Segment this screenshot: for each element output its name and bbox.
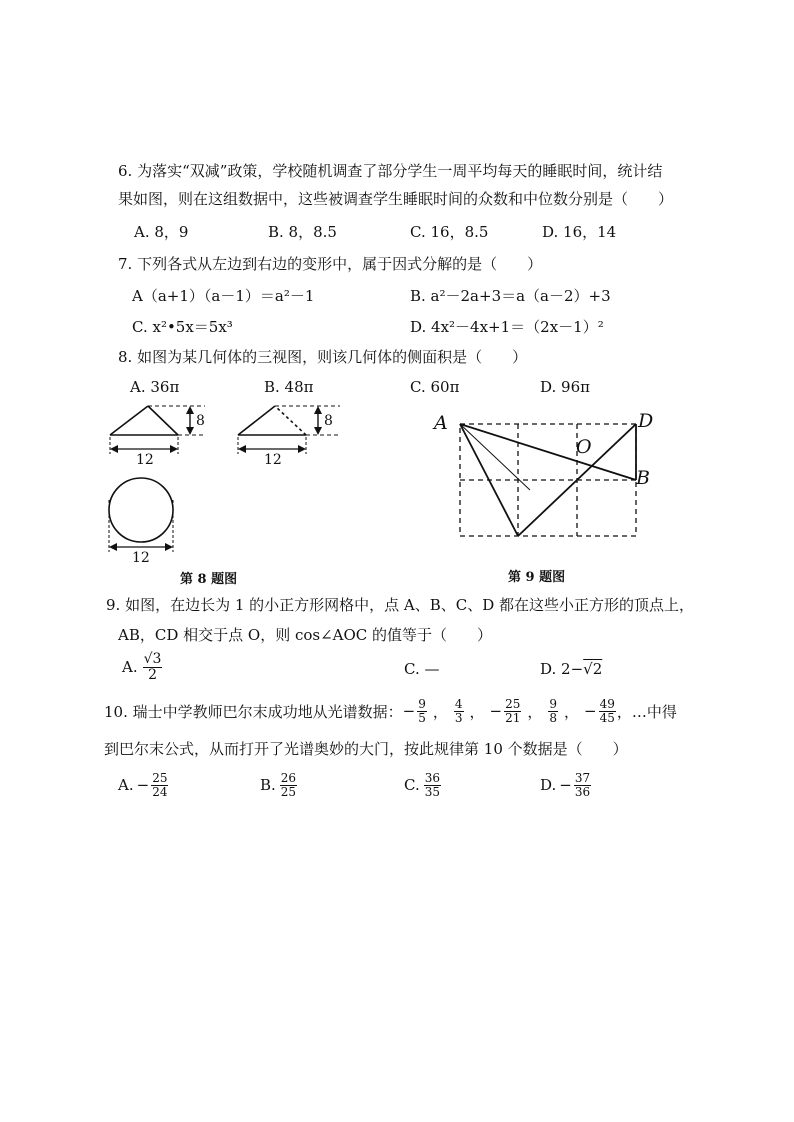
q10-option-term-3 — [559, 772, 592, 798]
q9-line1: 9. 如图，在边长为 1 的小正方形网格中，点 A、B、C、D 都在这些小正方形的顶点上， — [106, 596, 695, 614]
q10-sequence-term-4 — [584, 698, 617, 724]
q10-sequence-term-fraction — [504, 698, 521, 724]
q10-sequence-term-1 — [453, 698, 465, 724]
q10-option-prefix: A. — [118, 776, 134, 795]
q7-stem: 7. 下列各式从左边到右边的变形中，属于因式分解的是（ ） — [118, 255, 543, 273]
q10-option-term-numerator: 26 — [280, 771, 297, 785]
q10-sequence-comma: ， — [527, 702, 543, 721]
q10-option-b — [260, 772, 298, 798]
q10-option-d — [540, 772, 592, 798]
q7-option-a: A（a+1）（a－1）＝a²－1 — [132, 287, 315, 305]
q10-sequence-term-3 — [547, 698, 559, 724]
q10-option-term-fraction — [151, 772, 168, 798]
q9-option-a-numerator: √3 — [143, 651, 162, 667]
q10-sequence-term-sign: − — [402, 702, 416, 721]
q7-option-b: B. a²－2a+3＝a（a－2）+3 — [410, 287, 611, 305]
q10-option-prefix: C. — [404, 776, 420, 795]
q10-line1-suffix: ，…中得 — [616, 702, 677, 721]
q8-option-c: C. 60π — [410, 378, 460, 396]
q10-sequence-term-denominator: 8 — [549, 710, 558, 725]
side-view-width-label: 12 — [264, 452, 282, 468]
q6-option-d: D. 16，14 — [542, 223, 617, 241]
front-view-height-label: 8 — [196, 413, 205, 429]
q10-option-a — [118, 772, 169, 798]
q10-sequence-term-numerator: 25 — [505, 697, 521, 711]
q10-option-term-numerator: 25 — [152, 771, 168, 785]
q10-sequence — [403, 698, 617, 724]
q10-sequence-term-sign: − — [489, 702, 503, 721]
q8-option-a: A. 36π — [130, 378, 180, 396]
q10-option-term-sign: − — [559, 776, 572, 795]
q10-option-c — [404, 772, 442, 798]
point-a-label: A — [434, 412, 448, 434]
q9-option-a-prefix: A. — [122, 658, 138, 677]
q10-option-term-sign: − — [136, 776, 150, 795]
q10-sequence-term-denominator: 21 — [505, 710, 521, 725]
q9-option-d-radical: √2 — [583, 660, 603, 678]
segment-ab — [460, 424, 636, 480]
q10-option-prefix: B. — [260, 776, 276, 795]
q10-option-term-fraction — [424, 772, 441, 798]
q10-option-term-fraction — [574, 772, 591, 798]
q10-line1 — [104, 698, 677, 724]
point-b-label: B — [636, 467, 650, 489]
q10-sequence-term-fraction — [599, 698, 616, 724]
q7-option-c: C. x²•5x＝5x³ — [132, 318, 233, 336]
q10-option-term-denominator: 35 — [424, 784, 440, 799]
q7-option-d: D. 4x²－4x+1＝（2x－1）² — [410, 318, 604, 336]
q10-option-term-0 — [137, 772, 170, 798]
q10-option-term-denominator: 25 — [280, 784, 297, 799]
q10-sequence-term-numerator: 4 — [454, 697, 463, 711]
q10-sequence-term-2 — [490, 698, 523, 724]
q9-option-d — [540, 660, 602, 678]
q10-line1-prefix: 10. 瑞士中学教师巴尔末成功地从光谱数据： — [104, 702, 403, 721]
q10-sequence-term-fraction — [548, 698, 558, 724]
q10-option-prefix: D. — [540, 776, 557, 795]
q10-sequence-term-numerator: 9 — [549, 697, 558, 711]
q10-sequence-term-sign: − — [584, 702, 597, 721]
q10-sequence-term-denominator: 5 — [418, 710, 426, 725]
q10-sequence-comma: ， — [469, 702, 485, 721]
q6-line1: 6. 为落实“双减”政策，学校随机调查了部分学生一周平均每天的睡眠时间，统计结 — [118, 162, 663, 180]
q10-line2: 到巴尔末公式，从而打开了光谱奥妙的大门，按此规律第 10 个数据是（ ） — [104, 740, 628, 758]
q8-stem: 8. 如图为某几何体的三视图，则该几何体的侧面积是（ ） — [118, 348, 528, 366]
point-o-label: O — [576, 436, 592, 458]
q9-option-d-prefix: D. 2− — [540, 660, 584, 678]
q10-sequence-term-fraction — [417, 698, 427, 724]
q10-sequence-comma: ， — [564, 702, 580, 721]
q9-option-a — [122, 652, 163, 682]
top-view-width-label: 12 — [132, 550, 150, 566]
q6-option-c: C. 16，8.5 — [410, 223, 489, 241]
q10-option-term-numerator: 37 — [574, 771, 591, 785]
side-view-height-label: 8 — [324, 413, 333, 429]
q9-option-a-denominator: 2 — [148, 666, 157, 683]
q6-line2: 果如图，则在这组数据中，这些被调查学生睡眠时间的众数和中位数分别是（ ） — [118, 190, 674, 208]
q9-option-c: C. — — [404, 660, 440, 678]
q10-option-term-1 — [279, 772, 298, 798]
q6-option-a: A. 8，9 — [134, 223, 189, 241]
q10-option-term-numerator: 36 — [424, 771, 440, 785]
q6-option-b: B. 8，8.5 — [268, 223, 337, 241]
q10-sequence-term-numerator: 9 — [418, 697, 426, 711]
q10-option-term-2 — [423, 772, 442, 798]
q10-option-term-denominator: 24 — [152, 784, 168, 799]
q10-option-term-denominator: 36 — [574, 784, 591, 799]
q8-option-d: D. 96π — [540, 378, 590, 396]
q10-sequence-term-denominator: 45 — [599, 710, 615, 725]
q10-option-term-fraction — [280, 772, 297, 798]
q10-sequence-comma: ， — [432, 702, 448, 721]
figure-8-caption: 第 8 题图 — [180, 572, 238, 587]
front-view-width-label: 12 — [136, 452, 154, 468]
q10-sequence-term-numerator: 49 — [599, 697, 615, 711]
q10-sequence-term-fraction — [454, 698, 464, 724]
q8-option-b: B. 48π — [264, 378, 314, 396]
figure-9-caption: 第 9 题图 — [508, 570, 566, 585]
q10-sequence-term-denominator: 3 — [454, 710, 463, 725]
q10-sequence-term-0 — [403, 698, 428, 724]
q9-option-a-fraction — [143, 652, 163, 682]
q9-line2: AB，CD 相交于点 O，则 cos∠AOC 的值等于（ ） — [118, 626, 493, 644]
point-d-label: D — [638, 410, 654, 432]
